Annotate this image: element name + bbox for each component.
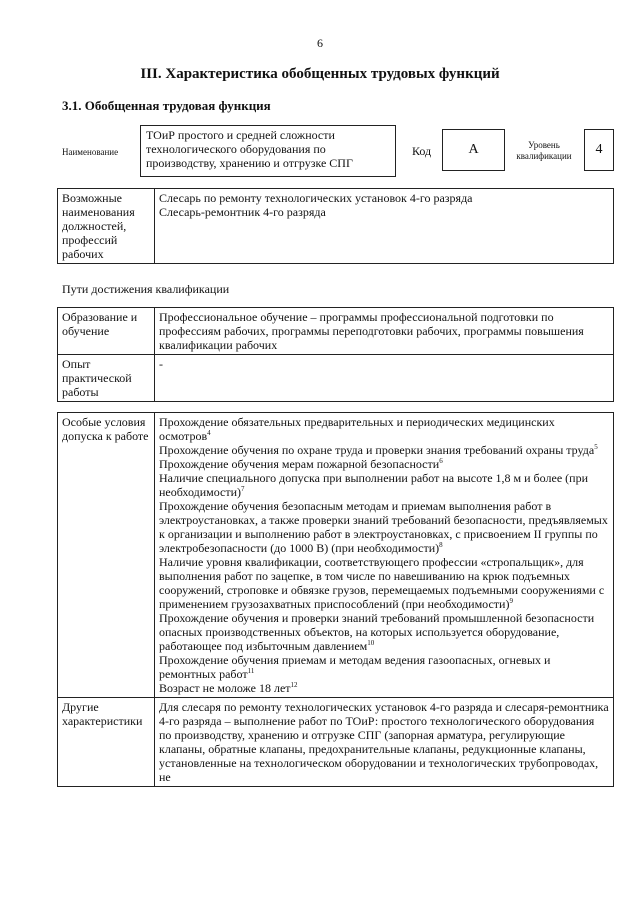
condition-item: Наличие уровня квалификации, соответствующего профессии «стропальщик», для выполнения работ по зацепке, в том числе по навешиванию на крюк подъемных сооружений, строповке и обвязке грузов, перемещаемых подъемными сооружениями с применением грузозахватных приспособлений (при необходимости)$^9$ xyxy=(159,555,605,611)
education-label: Образование и обучение xyxy=(58,308,155,355)
condition-item: Прохождение обучения приемам и методам ведения газоопасных, огневых и ремонтных работ$^{11}$ xyxy=(159,653,551,681)
other-value: Для слесаря по ремонту технологических установок 4-го разряда и слесаря-ремонтника 4-го разряда – выполнение работ по ТОиР: простого технологического оборудования по производству, хранению и отгрузке СПГ (запорная арматура, регулирующие клапаны, обратные клапаны, предохранительные клапаны, редукционные клапаны, установленные на технологическом оборудовании и технологических трубопроводах, не xyxy=(155,698,614,787)
code-value: А xyxy=(442,129,505,171)
condition-item: Прохождение обучения мерам пожарной безопасности$^6$ xyxy=(159,457,443,471)
conditions-list xyxy=(155,413,614,698)
level-label: Уровень квалификации xyxy=(516,140,572,161)
name-value: ТОиР простого и средней сложности технологического оборудования по производству, хранению и отгрузке СПГ xyxy=(146,128,353,170)
code-label: Код xyxy=(412,144,432,158)
positions-table xyxy=(57,188,614,264)
education-table xyxy=(57,307,614,402)
condition-item: Прохождение обучения и проверки знаний требований промышленной безопасности опасных производственных объектов, на которых используется оборудование, работающее под избыточным давлением$^{10}$ xyxy=(159,611,595,653)
conditions-table xyxy=(57,412,614,787)
positions-label: Возможные наименования должностей, профессий рабочих xyxy=(58,189,155,264)
experience-value: - xyxy=(155,355,614,402)
condition-item: Наличие специального допуска при выполнении работ на высоте 1,8 м и более (при необходимости)$^7$ xyxy=(159,471,588,499)
paths-title: Пути достижения квалификации xyxy=(62,282,230,296)
section-title: III. Характеристика обобщенных трудовых функций xyxy=(140,66,500,82)
position-2: Слесарь-ремонтник 4-го разряда xyxy=(159,205,326,219)
level-value: 4 xyxy=(584,129,614,171)
experience-label: Опыт практической работы xyxy=(58,355,155,402)
position-1: Слесарь по ремонту технологических установок 4-го разряда xyxy=(159,191,473,205)
positions-values xyxy=(155,189,614,264)
name-label: Наименование xyxy=(62,147,119,157)
subsection-title: 3.1. Обобщенная трудовая функция xyxy=(62,98,271,113)
education-value: Профессиональное обучение – программы профессиональной подготовки по профессиям рабочих, программы переподготовки рабочих, программы повышения квалификации рабочих xyxy=(155,308,614,355)
condition-item: Прохождение обязательных предварительных и периодических медицинских осмотров$^4$ xyxy=(159,415,555,443)
condition-item: Прохождение обучения по охране труда и проверки знания требований охраны труда$^5$ xyxy=(159,443,598,457)
page-number: 6 xyxy=(317,36,323,50)
condition-item: Возраст не моложе 18 лет$^{12}$ xyxy=(159,681,298,695)
other-label: Другие характеристики xyxy=(58,698,155,787)
name-box xyxy=(140,125,396,177)
condition-item: Прохождение обучения безопасным методам и приемам выполнения работ в электроустановках, а также проверки знаний требований безопасности, предъявляемых к организации и выполнению работ в электроустановках, с присвоением II группы по электробезопасности (до 1000 В) (при необходимости)$^8$ xyxy=(159,499,608,555)
conditions-label: Особые условия допуска к работе xyxy=(58,413,155,698)
